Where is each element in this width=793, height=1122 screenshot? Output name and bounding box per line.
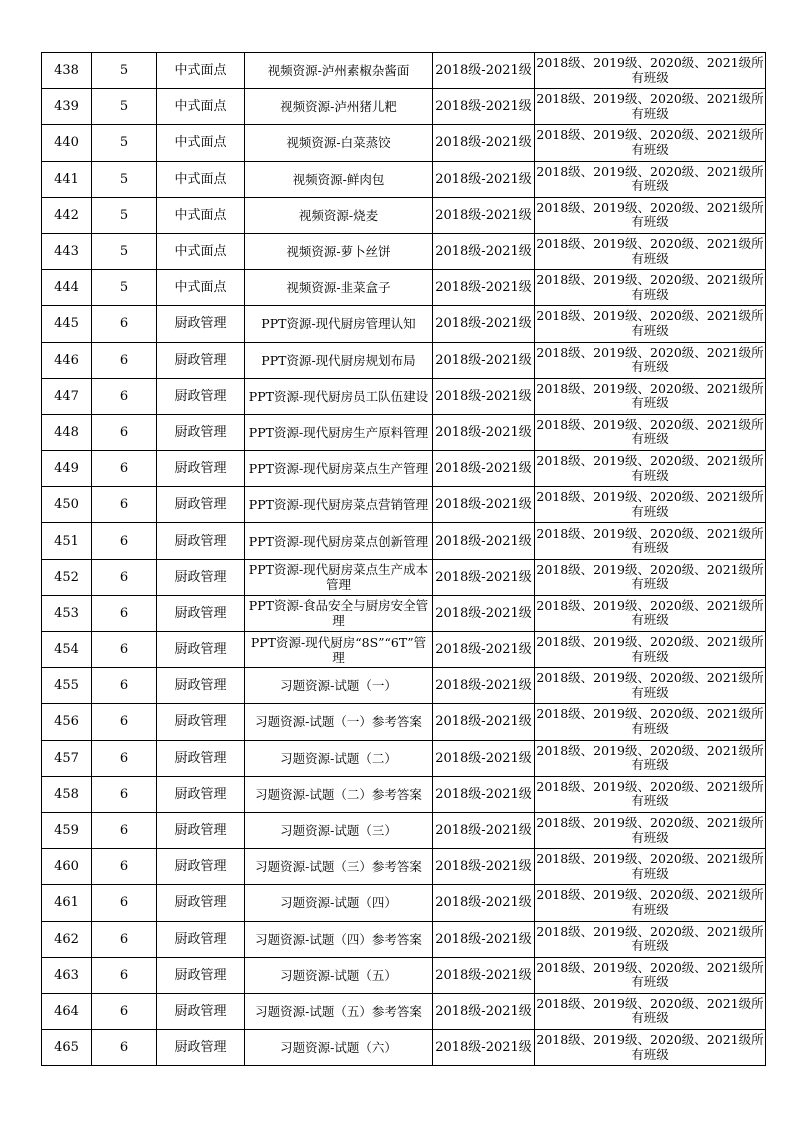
semester-cell: 6 — [92, 885, 157, 921]
table-row — [42, 270, 766, 306]
resource-cell: PPT资源-现代厨房菜点创新管理 — [245, 523, 433, 559]
grade-range-cell: 2018级-2021级 — [433, 161, 535, 197]
resource-cell: 视频资源-萝卜丝饼 — [245, 233, 433, 269]
resource-cell: 习题资源-试题（三） — [245, 812, 433, 848]
grade-range-cell: 2018级-2021级 — [433, 957, 535, 993]
row-number-cell: 464 — [42, 993, 92, 1029]
course-cell: 厨政管理 — [157, 523, 245, 559]
table-row — [42, 849, 766, 885]
classes-cell: 2018级、2019级、2020级、2021级所有班级 — [535, 632, 766, 668]
row-number-cell: 453 — [42, 595, 92, 631]
grade-range-cell: 2018级-2021级 — [433, 921, 535, 957]
table-row — [42, 993, 766, 1029]
semester-cell: 6 — [92, 668, 157, 704]
table-row — [42, 378, 766, 414]
semester-cell: 6 — [92, 414, 157, 450]
table-body — [42, 53, 766, 1066]
course-cell: 厨政管理 — [157, 885, 245, 921]
table-row — [42, 53, 766, 89]
grade-range-cell: 2018级-2021级 — [433, 197, 535, 233]
resource-cell: PPT资源-现代厨房员工队伍建设 — [245, 378, 433, 414]
semester-cell: 5 — [92, 270, 157, 306]
resource-cell: 习题资源-试题（一）参考答案 — [245, 704, 433, 740]
semester-cell: 6 — [92, 451, 157, 487]
resource-cell: PPT资源-现代厨房生产原料管理 — [245, 414, 433, 450]
row-number-cell: 443 — [42, 233, 92, 269]
grade-range-cell: 2018级-2021级 — [433, 740, 535, 776]
semester-cell: 6 — [92, 342, 157, 378]
resource-cell: PPT资源-现代厨房规划布局 — [245, 342, 433, 378]
semester-cell: 6 — [92, 704, 157, 740]
classes-cell: 2018级、2019级、2020级、2021级所有班级 — [535, 414, 766, 450]
table-row — [42, 306, 766, 342]
classes-cell: 2018级、2019级、2020级、2021级所有班级 — [535, 53, 766, 89]
resource-cell: 习题资源-试题（一） — [245, 668, 433, 704]
course-cell: 厨政管理 — [157, 342, 245, 378]
grade-range-cell: 2018级-2021级 — [433, 885, 535, 921]
classes-cell: 2018级、2019级、2020级、2021级所有班级 — [535, 378, 766, 414]
row-number-cell: 454 — [42, 632, 92, 668]
resource-table — [41, 52, 766, 1066]
resource-cell: 视频资源-鲜肉包 — [245, 161, 433, 197]
grade-range-cell: 2018级-2021级 — [433, 125, 535, 161]
grade-range-cell: 2018级-2021级 — [433, 306, 535, 342]
row-number-cell: 441 — [42, 161, 92, 197]
table-row — [42, 89, 766, 125]
resource-cell: 视频资源-泸州猪儿粑 — [245, 89, 433, 125]
classes-cell: 2018级、2019级、2020级、2021级所有班级 — [535, 740, 766, 776]
row-number-cell: 452 — [42, 559, 92, 595]
classes-cell: 2018级、2019级、2020级、2021级所有班级 — [535, 559, 766, 595]
course-cell: 厨政管理 — [157, 451, 245, 487]
row-number-cell: 445 — [42, 306, 92, 342]
table-row — [42, 197, 766, 233]
row-number-cell: 463 — [42, 957, 92, 993]
row-number-cell: 455 — [42, 668, 92, 704]
classes-cell: 2018级、2019级、2020级、2021级所有班级 — [535, 523, 766, 559]
semester-cell: 5 — [92, 125, 157, 161]
resource-cell: PPT资源-现代厨房管理认知 — [245, 306, 433, 342]
grade-range-cell: 2018级-2021级 — [433, 559, 535, 595]
grade-range-cell: 2018级-2021级 — [433, 595, 535, 631]
row-number-cell: 456 — [42, 704, 92, 740]
resource-cell: PPT资源-现代厨房“8S”“6T”管理 — [245, 632, 433, 668]
table-row — [42, 704, 766, 740]
course-cell: 中式面点 — [157, 125, 245, 161]
semester-cell: 6 — [92, 921, 157, 957]
resource-cell: 习题资源-试题（三）参考答案 — [245, 849, 433, 885]
table-row — [42, 957, 766, 993]
resource-cell: 习题资源-试题（四） — [245, 885, 433, 921]
classes-cell: 2018级、2019级、2020级、2021级所有班级 — [535, 270, 766, 306]
table-row — [42, 776, 766, 812]
resource-cell: 习题资源-试题（五） — [245, 957, 433, 993]
classes-cell: 2018级、2019级、2020级、2021级所有班级 — [535, 957, 766, 993]
resource-cell: PPT资源-现代厨房菜点营销管理 — [245, 487, 433, 523]
table-row — [42, 161, 766, 197]
semester-cell: 6 — [92, 306, 157, 342]
course-cell: 厨政管理 — [157, 740, 245, 776]
row-number-cell: 451 — [42, 523, 92, 559]
semester-cell: 6 — [92, 812, 157, 848]
grade-range-cell: 2018级-2021级 — [433, 812, 535, 848]
resource-cell: 视频资源-烧麦 — [245, 197, 433, 233]
semester-cell: 6 — [92, 957, 157, 993]
grade-range-cell: 2018级-2021级 — [433, 668, 535, 704]
row-number-cell: 462 — [42, 921, 92, 957]
table-row — [42, 885, 766, 921]
semester-cell: 6 — [92, 595, 157, 631]
table-row — [42, 414, 766, 450]
course-cell: 厨政管理 — [157, 921, 245, 957]
resource-cell: PPT资源-食品安全与厨房安全管理 — [245, 595, 433, 631]
grade-range-cell: 2018级-2021级 — [433, 451, 535, 487]
table-row — [42, 523, 766, 559]
classes-cell: 2018级、2019级、2020级、2021级所有班级 — [535, 451, 766, 487]
grade-range-cell: 2018级-2021级 — [433, 704, 535, 740]
semester-cell: 6 — [92, 559, 157, 595]
semester-cell: 6 — [92, 378, 157, 414]
row-number-cell: 449 — [42, 451, 92, 487]
course-cell: 厨政管理 — [157, 306, 245, 342]
classes-cell: 2018级、2019级、2020级、2021级所有班级 — [535, 921, 766, 957]
table-row — [42, 487, 766, 523]
course-cell: 中式面点 — [157, 233, 245, 269]
course-cell: 厨政管理 — [157, 378, 245, 414]
classes-cell: 2018级、2019级、2020级、2021级所有班级 — [535, 89, 766, 125]
resource-cell: 习题资源-试题（四）参考答案 — [245, 921, 433, 957]
grade-range-cell: 2018级-2021级 — [433, 89, 535, 125]
classes-cell: 2018级、2019级、2020级、2021级所有班级 — [535, 342, 766, 378]
grade-range-cell: 2018级-2021级 — [433, 776, 535, 812]
resource-cell: 习题资源-试题（五）参考答案 — [245, 993, 433, 1029]
semester-cell: 6 — [92, 523, 157, 559]
course-cell: 厨政管理 — [157, 559, 245, 595]
row-number-cell: 461 — [42, 885, 92, 921]
grade-range-cell: 2018级-2021级 — [433, 270, 535, 306]
course-cell: 厨政管理 — [157, 668, 245, 704]
row-number-cell: 459 — [42, 812, 92, 848]
semester-cell: 6 — [92, 740, 157, 776]
classes-cell: 2018级、2019级、2020级、2021级所有班级 — [535, 487, 766, 523]
course-cell: 中式面点 — [157, 161, 245, 197]
course-cell: 厨政管理 — [157, 704, 245, 740]
table-row — [42, 451, 766, 487]
table-row — [42, 559, 766, 595]
table-row — [42, 342, 766, 378]
grade-range-cell: 2018级-2021级 — [433, 342, 535, 378]
classes-cell: 2018级、2019级、2020级、2021级所有班级 — [535, 849, 766, 885]
semester-cell: 5 — [92, 89, 157, 125]
course-cell: 厨政管理 — [157, 414, 245, 450]
grade-range-cell: 2018级-2021级 — [433, 378, 535, 414]
classes-cell: 2018级、2019级、2020级、2021级所有班级 — [535, 704, 766, 740]
table-row — [42, 125, 766, 161]
table-row — [42, 595, 766, 631]
classes-cell: 2018级、2019级、2020级、2021级所有班级 — [535, 161, 766, 197]
classes-cell: 2018级、2019级、2020级、2021级所有班级 — [535, 1030, 766, 1066]
course-cell: 厨政管理 — [157, 1030, 245, 1066]
grade-range-cell: 2018级-2021级 — [433, 1030, 535, 1066]
grade-range-cell: 2018级-2021级 — [433, 523, 535, 559]
grade-range-cell: 2018级-2021级 — [433, 632, 535, 668]
classes-cell: 2018级、2019级、2020级、2021级所有班级 — [535, 993, 766, 1029]
table-row — [42, 740, 766, 776]
semester-cell: 5 — [92, 233, 157, 269]
semester-cell: 6 — [92, 849, 157, 885]
resource-cell: 视频资源-韭菜盒子 — [245, 270, 433, 306]
semester-cell: 6 — [92, 776, 157, 812]
row-number-cell: 447 — [42, 378, 92, 414]
table-row — [42, 921, 766, 957]
classes-cell: 2018级、2019级、2020级、2021级所有班级 — [535, 885, 766, 921]
grade-range-cell: 2018级-2021级 — [433, 233, 535, 269]
table-row — [42, 233, 766, 269]
resource-cell: 习题资源-试题（二） — [245, 740, 433, 776]
classes-cell: 2018级、2019级、2020级、2021级所有班级 — [535, 668, 766, 704]
semester-cell: 6 — [92, 993, 157, 1029]
resource-cell: 视频资源-泸州素椒杂酱面 — [245, 53, 433, 89]
resource-cell: 习题资源-试题（六） — [245, 1030, 433, 1066]
table-row — [42, 668, 766, 704]
row-number-cell: 438 — [42, 53, 92, 89]
semester-cell: 5 — [92, 53, 157, 89]
resource-cell: 视频资源-白菜蒸饺 — [245, 125, 433, 161]
classes-cell: 2018级、2019级、2020级、2021级所有班级 — [535, 776, 766, 812]
course-cell: 厨政管理 — [157, 487, 245, 523]
grade-range-cell: 2018级-2021级 — [433, 993, 535, 1029]
semester-cell: 6 — [92, 632, 157, 668]
row-number-cell: 465 — [42, 1030, 92, 1066]
row-number-cell: 457 — [42, 740, 92, 776]
resource-cell: 习题资源-试题（二）参考答案 — [245, 776, 433, 812]
semester-cell: 5 — [92, 197, 157, 233]
semester-cell: 6 — [92, 1030, 157, 1066]
grade-range-cell: 2018级-2021级 — [433, 487, 535, 523]
course-cell: 中式面点 — [157, 53, 245, 89]
course-cell: 中式面点 — [157, 197, 245, 233]
course-cell: 厨政管理 — [157, 957, 245, 993]
table-row — [42, 1030, 766, 1066]
classes-cell: 2018级、2019级、2020级、2021级所有班级 — [535, 125, 766, 161]
grade-range-cell: 2018级-2021级 — [433, 849, 535, 885]
row-number-cell: 442 — [42, 197, 92, 233]
course-cell: 厨政管理 — [157, 632, 245, 668]
table-row — [42, 632, 766, 668]
classes-cell: 2018级、2019级、2020级、2021级所有班级 — [535, 306, 766, 342]
row-number-cell: 460 — [42, 849, 92, 885]
row-number-cell: 450 — [42, 487, 92, 523]
grade-range-cell: 2018级-2021级 — [433, 53, 535, 89]
classes-cell: 2018级、2019级、2020级、2021级所有班级 — [535, 233, 766, 269]
course-cell: 厨政管理 — [157, 849, 245, 885]
semester-cell: 6 — [92, 487, 157, 523]
classes-cell: 2018级、2019级、2020级、2021级所有班级 — [535, 812, 766, 848]
row-number-cell: 448 — [42, 414, 92, 450]
semester-cell: 5 — [92, 161, 157, 197]
course-cell: 中式面点 — [157, 89, 245, 125]
resource-cell: PPT资源-现代厨房菜点生产成本管理 — [245, 559, 433, 595]
row-number-cell: 446 — [42, 342, 92, 378]
row-number-cell: 458 — [42, 776, 92, 812]
course-cell: 厨政管理 — [157, 595, 245, 631]
row-number-cell: 439 — [42, 89, 92, 125]
course-cell: 厨政管理 — [157, 776, 245, 812]
course-cell: 中式面点 — [157, 270, 245, 306]
course-cell: 厨政管理 — [157, 993, 245, 1029]
row-number-cell: 440 — [42, 125, 92, 161]
resource-cell: PPT资源-现代厨房菜点生产管理 — [245, 451, 433, 487]
classes-cell: 2018级、2019级、2020级、2021级所有班级 — [535, 595, 766, 631]
row-number-cell: 444 — [42, 270, 92, 306]
table-row — [42, 812, 766, 848]
classes-cell: 2018级、2019级、2020级、2021级所有班级 — [535, 197, 766, 233]
grade-range-cell: 2018级-2021级 — [433, 414, 535, 450]
course-cell: 厨政管理 — [157, 812, 245, 848]
